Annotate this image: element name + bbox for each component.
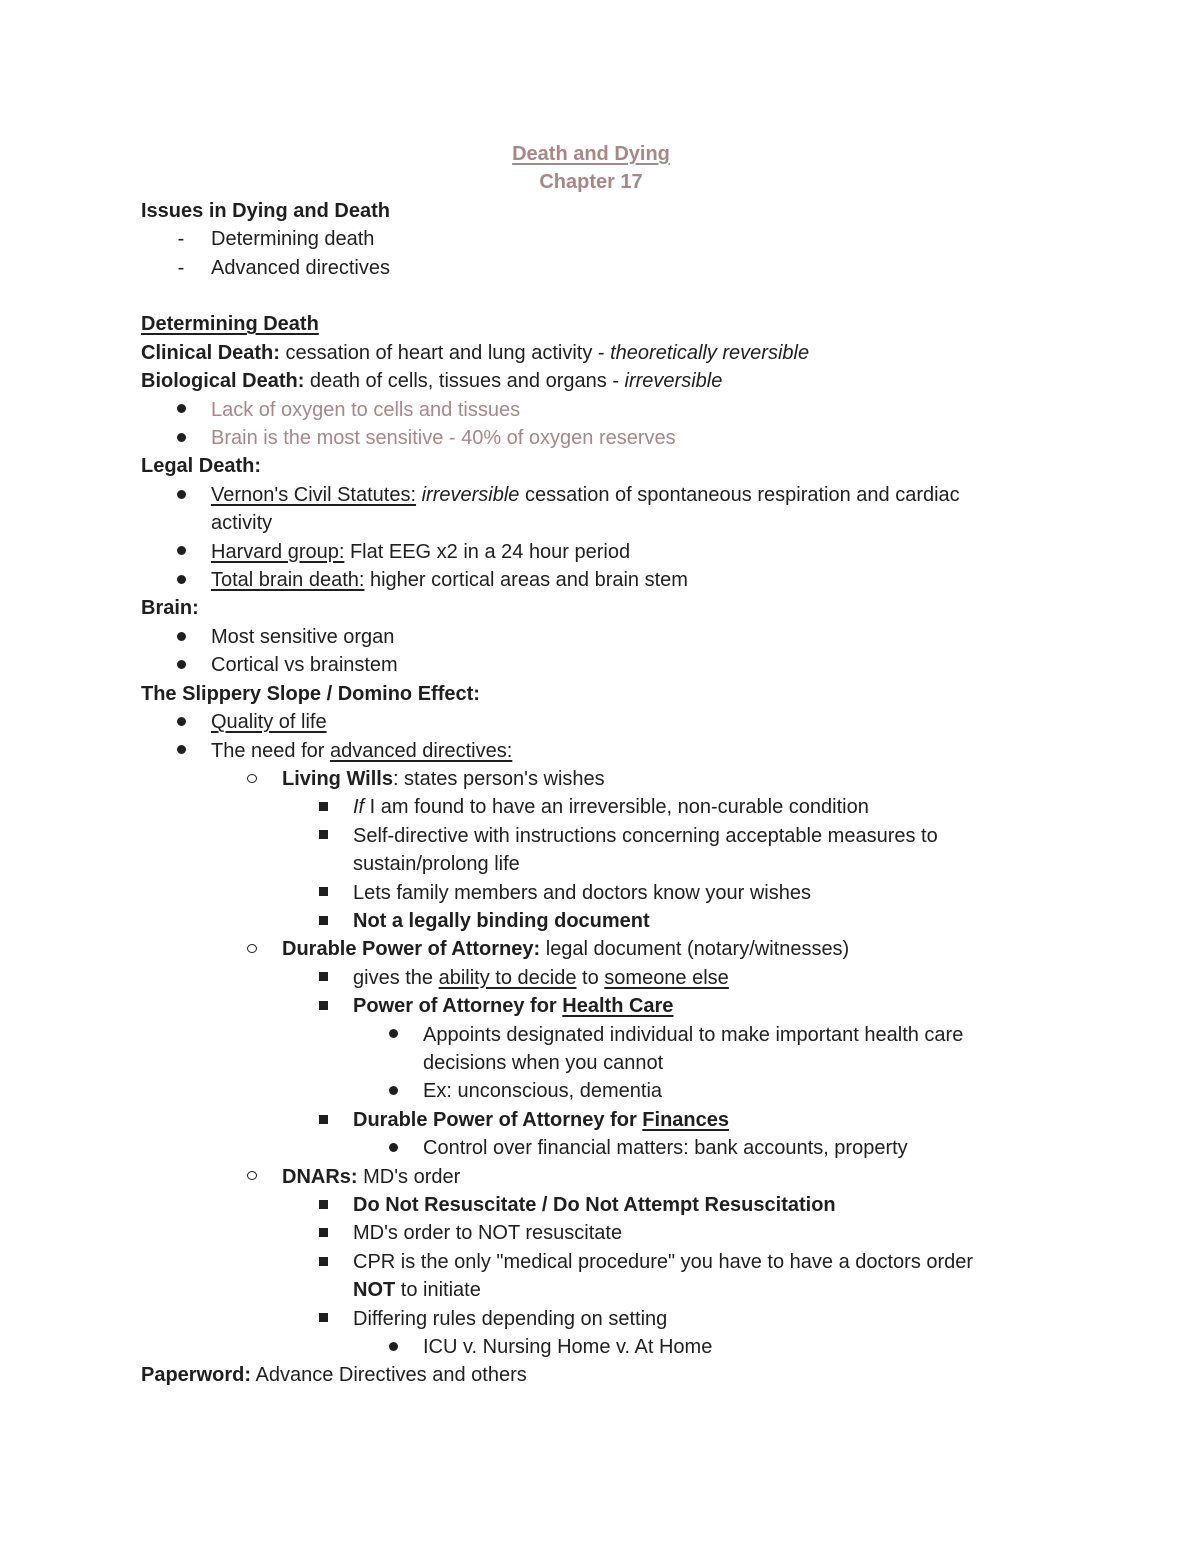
list-item: Do Not Resuscitate / Do Not Attempt Resuscitation (141, 1191, 1041, 1219)
list-item: Ex: unconscious, dementia (141, 1077, 1041, 1105)
list-item: Self-directive with instructions concerning acceptable measures to (141, 822, 1041, 850)
list-item: Lack of oxygen to cells and tissues (141, 396, 1041, 424)
list-item: DNARs: MD's order (141, 1163, 1041, 1191)
list-item: Quality of life (141, 708, 1041, 736)
list-item: Not a legally binding document (141, 907, 1041, 935)
document-body (141, 140, 1041, 1390)
list-item: Differing rules depending on setting (141, 1305, 1041, 1333)
list-item: ICU v. Nursing Home v. At Home (141, 1333, 1041, 1361)
dash-marker: - (177, 256, 185, 279)
clinical-death-line: Clinical Death: cessation of heart and lung activity - theoretically reversible (141, 341, 810, 364)
bullet-marker (383, 1021, 403, 1049)
list-item: - Determining death (141, 225, 1041, 253)
square-marker (313, 793, 333, 821)
list-item: gives the ability to decide to someone else (141, 964, 1041, 992)
square-marker (313, 1219, 333, 1247)
list-item-continuation: activity (211, 512, 273, 535)
issues-heading: Issues in Dying and Death (141, 199, 390, 222)
square-marker (313, 1248, 333, 1276)
square-marker (313, 879, 333, 907)
list-item: Durable Power of Attorney: legal document (notary/witnesses) (141, 935, 1041, 963)
square-marker (313, 822, 333, 850)
list-item: Control over financial matters: bank accounts, property (141, 1134, 1041, 1162)
list-item: Durable Power of Attorney for Finances (141, 1106, 1041, 1134)
list-item: Cortical vs brainstem (141, 651, 1041, 679)
square-marker (313, 907, 333, 935)
list-item: Appoints designated individual to make important health care (141, 1021, 1041, 1049)
bullet-marker (171, 424, 191, 452)
list-item: Vernon's Civil Statutes: irreversible cessation of spontaneous respiration and cardiac (141, 481, 1041, 509)
bullet-marker (383, 1134, 403, 1162)
bullet-marker (171, 538, 191, 566)
bullet-marker (171, 651, 191, 679)
list-item: Lets family members and doctors know your wishes (141, 879, 1041, 907)
doc-subtitle: Chapter 17 (539, 171, 643, 194)
bullet-marker (171, 481, 191, 509)
list-item: The need for advanced directives: (141, 737, 1041, 765)
list-item-continuation: decisions when you cannot (423, 1051, 664, 1074)
list-item: - Advanced directives (141, 254, 1041, 282)
circle-marker (242, 935, 262, 963)
list-item: MD's order to NOT resuscitate (141, 1219, 1041, 1247)
slope-heading: The Slippery Slope / Domino Effect: (141, 682, 480, 705)
square-marker (313, 1106, 333, 1134)
bullet-marker (171, 566, 191, 594)
determining-heading: Determining Death (141, 313, 319, 336)
biological-death-line: Biological Death: death of cells, tissues and organs - irreversible (141, 370, 723, 393)
circle-marker (242, 765, 262, 793)
list-item: Brain is the most sensitive - 40% of oxygen reserves (141, 424, 1041, 452)
brain-heading: Brain: (141, 597, 199, 620)
bullet-marker (171, 737, 191, 765)
square-marker (313, 1191, 333, 1219)
list-item-continuation: NOT to initiate (353, 1279, 481, 1302)
legal-death-heading: Legal Death: (141, 455, 262, 478)
list-item-continuation: sustain/prolong life (353, 853, 520, 876)
list-item: CPR is the only "medical procedure" you have to have a doctors order (141, 1248, 1041, 1276)
circle-marker (242, 1163, 262, 1191)
bullet-marker (383, 1333, 403, 1361)
list-item: Most sensitive organ (141, 623, 1041, 651)
list-item: Power of Attorney for Health Care (141, 992, 1041, 1020)
list-item: Harvard group: Flat EEG x2 in a 24 hour period (141, 538, 1041, 566)
list-item: If I am found to have an irreversible, non-curable condition (141, 793, 1041, 821)
dash-marker: - (177, 228, 185, 251)
list-item: Total brain death: higher cortical areas and brain stem (141, 566, 1041, 594)
square-marker (313, 1305, 333, 1333)
square-marker (313, 964, 333, 992)
bullet-marker (171, 396, 191, 424)
bullet-marker (383, 1077, 403, 1105)
bullet-marker (171, 708, 191, 736)
square-marker (313, 992, 333, 1020)
blank-line (141, 282, 1041, 310)
bullet-marker (171, 623, 191, 651)
doc-title: Death and Dying (512, 143, 670, 165)
list-item: Living Wills: states person's wishes (141, 765, 1041, 793)
paperwork-line: Paperword: Advance Directives and others (141, 1364, 527, 1387)
